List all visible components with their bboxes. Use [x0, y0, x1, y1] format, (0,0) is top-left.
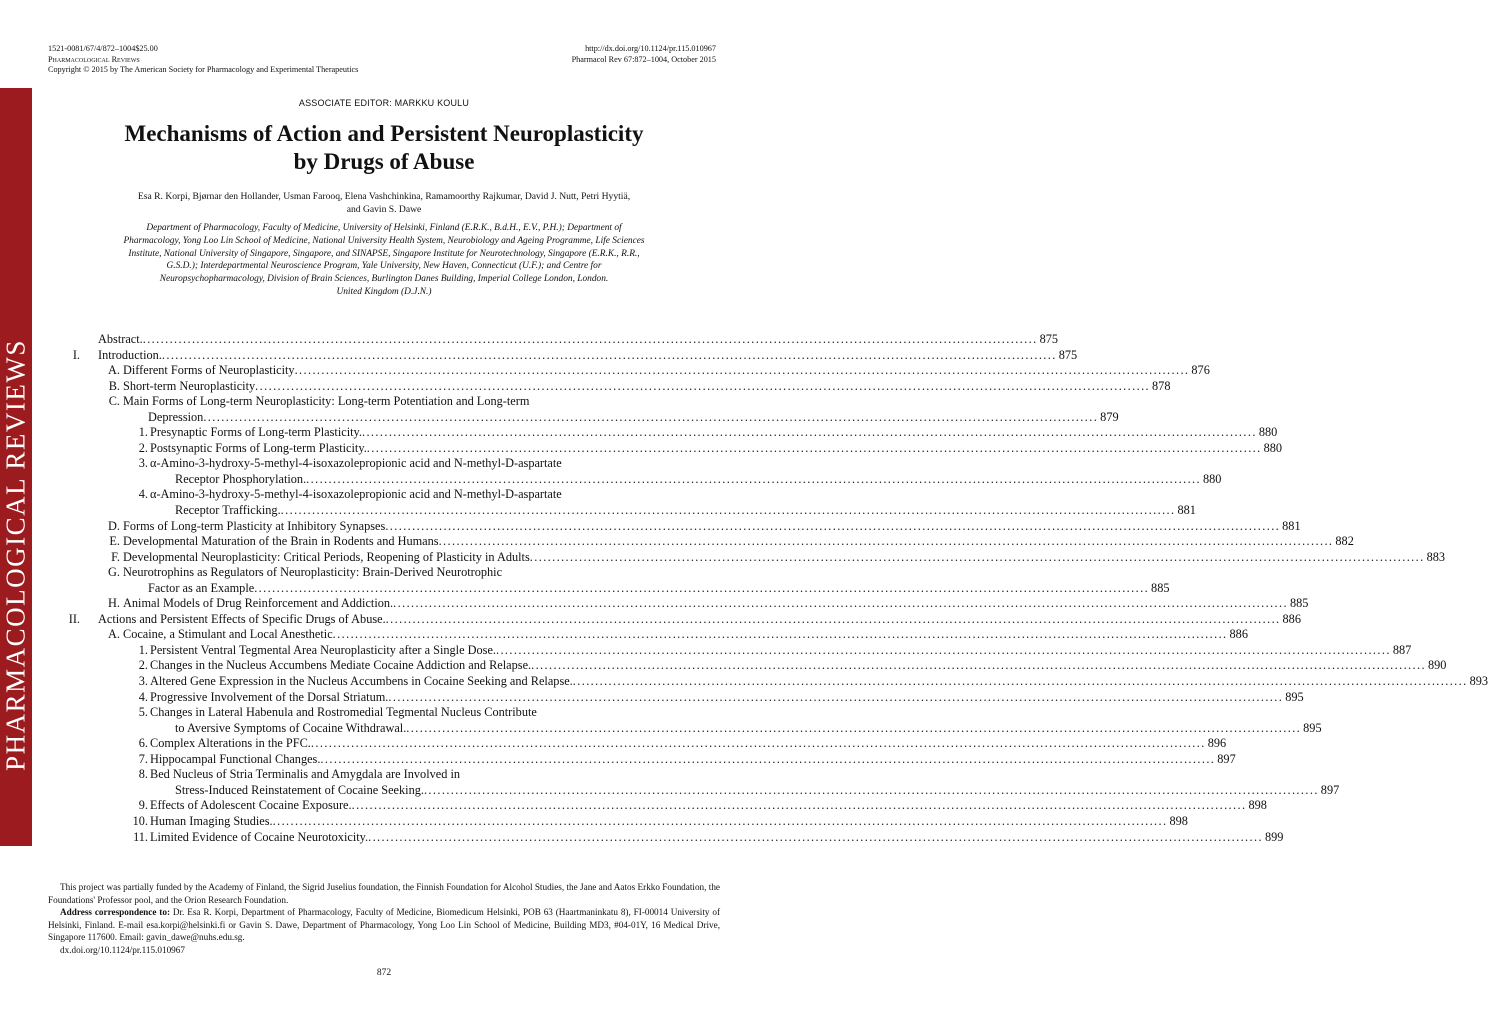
toc-leader-dots: ........................................................................................................................................................................................................: [142, 332, 1038, 346]
toc-entry-text: Limited Evidence of Cocaine Neurotoxicity.: [150, 829, 369, 844]
toc-entry-text: Cocaine, a Stimulant and Local Anesthetic: [123, 627, 333, 642]
toc-leader-dots: ........................................................................................................................................................................................................: [320, 751, 1216, 766]
toc-entry-title: [123, 518, 1301, 535]
toc-entry[interactable]: [80, 658, 1447, 674]
toc-entry-text: Stress-Induced Reinstatement of Cocaine Seeking.: [175, 782, 424, 797]
affiliation-line: Pharmacology, Yong Loo Lin School of Medicine, National University Health System, Neurobiology and Ageing Programme, Life Sciences: [123, 235, 645, 246]
toc-entry-number: E.: [109, 534, 120, 549]
toc-leader-dots: ........................................................................................................................................................................................................: [255, 378, 1151, 393]
toc-entry-title: [98, 611, 1301, 628]
toc-entry-title: [175, 471, 1222, 488]
toc-leader-dots: ........................................................................................................................................................................................................: [161, 347, 1057, 362]
toc-entry-text: Neurotrophins as Regulators of Neuroplasticity: Brain-Derived Neurotrophic: [123, 565, 503, 580]
toc-entry-page: 879: [1100, 409, 1119, 424]
toc-entry[interactable]: [80, 767, 692, 783]
toc-entry[interactable]: [80, 674, 1488, 690]
toc-entry-text: Changes in Lateral Habenula and Rostromedial Tegmental Nucleus Contribute: [150, 705, 537, 720]
toc-entry[interactable]: [80, 798, 1267, 814]
toc-leader-dots: ........................................................................................................................................................................................................: [531, 658, 1426, 673]
toc-entry-text: Human Imaging Studies.: [150, 813, 273, 828]
toc-entry-page: 895: [1303, 720, 1322, 735]
toc-entry-number: 3.: [138, 674, 148, 689]
toc-entry-number: 6.: [138, 736, 148, 751]
toc-entry[interactable]: [80, 518, 1301, 535]
toc-leader-dots: ........................................................................................................................................................................................................: [423, 782, 1319, 797]
toc-entry-text: Short-term Neuroplasticity: [123, 378, 256, 393]
toc-entry-text: to Aversive Symptoms of Cocaine Withdrawal.: [175, 720, 407, 735]
toc-entry-title: [150, 487, 692, 503]
toc-entry-page: 890: [1427, 658, 1447, 673]
toc-entry-number: B.: [108, 378, 120, 393]
affiliation-line: United Kingdom (D.J.N.): [336, 286, 432, 297]
page-number: 872: [376, 968, 392, 978]
toc-entry-text: Postsynaptic Forms of Long-term Plasticity.: [150, 440, 367, 455]
toc-entry-title: [123, 565, 692, 581]
toc-entry-text: Developmental Maturation of the Brain in Rodents and Humans: [123, 534, 439, 549]
journal-side-band: [0, 88, 32, 846]
toc-entry-page: 881: [1282, 518, 1301, 533]
authors-line-1: Esa R. Korpi, Bjørnar den Hollander, Usman Farooq, Elena Vashchinkina, Ramamoorthy Rajkumar, David J. Nutt, Petri Hyytiä,: [137, 191, 631, 202]
toc-entry-number: C.: [108, 394, 120, 409]
correspondence-label: Address correspondence to:: [60, 907, 171, 918]
toc-entry-number: 4.: [138, 487, 148, 502]
toc-entry-text: Bed Nucleus of Stria Terminalis and Amygdala are Involved in: [150, 767, 461, 782]
toc-entry[interactable]: [80, 471, 1222, 488]
toc-entry[interactable]: [80, 736, 1227, 752]
journal-name-line: Pharmacological Reviews: [48, 54, 140, 64]
toc-entry-text: Introduction.: [98, 347, 162, 362]
toc-entry[interactable]: [80, 705, 692, 721]
issn-line: 1521-0081/67/4/872–1004$25.00: [48, 44, 158, 53]
toc-entry-title: [150, 440, 1283, 457]
toc-entry-page: 881: [1177, 503, 1196, 518]
toc-entry-title: [150, 674, 1488, 690]
toc-entry-title: [150, 689, 1304, 706]
toc-entry[interactable]: [80, 440, 1283, 457]
toc-leader-dots: ........................................................................................................................................................................................................: [332, 627, 1228, 642]
toc-entry-title: [150, 829, 1284, 846]
toc-entry[interactable]: [80, 782, 1340, 799]
toc-entry[interactable]: [80, 751, 1236, 768]
toc-entry-title: [175, 503, 1196, 519]
toc-entry-page: 898: [1169, 813, 1188, 828]
toc-entry-page: 875: [1058, 347, 1078, 362]
toc-leader-dots: ........................................................................................................................................................................................................: [393, 596, 1288, 611]
toc-leader-dots: ........................................................................................................................................................................................................: [361, 425, 1257, 440]
toc-entry-page: 893: [1469, 674, 1488, 689]
toc-entry-title: [123, 363, 1210, 379]
toc-entry-text: Complex Alterations in the PFC.: [150, 736, 311, 751]
toc-entry[interactable]: [80, 720, 1322, 737]
table-of-contents: [68, 332, 1488, 845]
toc-entry[interactable]: [80, 813, 1188, 830]
toc-leader-dots: ........................................................................................................................................................................................................: [572, 674, 1468, 689]
toc-entry-page: 878: [1152, 378, 1171, 393]
toc-entry[interactable]: [80, 549, 1446, 566]
citation-line: Pharmacol Rev 67:872–1004, October 2015: [571, 54, 716, 64]
affiliation-line: G.S.D.); Interdepartmental Neuroscience Program, Yale University, New Haven, Connecticut (U.F.); and Centre for: [166, 261, 602, 272]
toc-entry[interactable]: [80, 409, 1119, 426]
toc-leader-dots: ........................................................................................................................................................................................................: [366, 440, 1262, 455]
footnote-doi[interactable]: dx.doi.org/10.1124/pr.115.010967: [60, 944, 185, 955]
toc-entry-title: [123, 627, 1248, 643]
toc-entry-text: Changes in the Nucleus Accumbens Mediate Cocaine Addiction and Relapse.: [150, 658, 532, 673]
toc-entry[interactable]: [80, 394, 692, 410]
authors-line-2: and Gavin S. Dawe: [346, 204, 422, 215]
toc-entry-page: 898: [1248, 798, 1267, 813]
author-list: [60, 190, 708, 216]
toc-entry-text: Main Forms of Long-term Neuroplasticity: Long-term Potentiation and Long-term: [123, 394, 530, 409]
toc-entry-title: [175, 720, 1322, 737]
toc-entry-page: 897: [1217, 751, 1236, 766]
toc-entry-page: 876: [1191, 363, 1210, 378]
toc-entry-number: H.: [108, 596, 120, 611]
toc-entry-number: 9.: [138, 798, 148, 813]
copyright-line: Copyright © 2015 by The American Society for Pharmacology and Experimental Therapeutics: [48, 65, 359, 75]
toc-entry-text: Hippocampal Functional Changes.: [150, 751, 321, 766]
toc-entry-number: 5.: [138, 705, 148, 720]
toc-leader-dots: ........................................................................................................................................................................................................: [385, 611, 1281, 626]
toc-entry-text: Factor as an Example: [148, 580, 255, 595]
toc-entry-page: 885: [1151, 580, 1170, 595]
toc-entry-title: [150, 813, 1188, 830]
toc-entry[interactable]: [80, 425, 1278, 441]
paper-title: [48, 120, 720, 176]
toc-entry-text: Progressive Involvement of the Dorsal Striatum.: [150, 689, 389, 704]
toc-leader-dots: ........................................................................................................................................................................................................: [438, 534, 1334, 549]
title-line-1: Mechanisms of Action and Persistent Neuroplasticity: [124, 121, 644, 146]
toc-entry-page: 883: [1426, 549, 1446, 564]
toc-leader-dots: ........................................................................................................................................................................................................: [351, 798, 1247, 813]
toc-leader-dots: ........................................................................................................................................................................................................: [280, 503, 1176, 518]
toc-entry[interactable]: [80, 596, 1309, 612]
toc-entry-text: Presynaptic Forms of Long-term Plasticity.: [150, 425, 362, 440]
toc-entry[interactable]: [80, 332, 1059, 348]
toc-entry-page: 899: [1264, 829, 1284, 844]
toc-entry-number: D.: [108, 518, 120, 533]
toc-entry-page: 886: [1229, 627, 1248, 642]
toc-entry-page: 895: [1285, 689, 1304, 704]
toc-entry-number: 1.: [138, 425, 148, 440]
toc-leader-dots: ........................................................................................................................................................................................................: [388, 689, 1284, 704]
toc-entry-number: 11.: [133, 829, 148, 844]
toc-entry[interactable]: [80, 627, 1248, 643]
toc-entry-page: 896: [1207, 736, 1227, 751]
toc-entry-text: Depression: [148, 409, 204, 424]
toc-leader-dots: ........................................................................................................................................................................................................: [254, 580, 1150, 595]
toc-entry[interactable]: [80, 456, 692, 472]
toc-entry-title: [98, 347, 1078, 364]
journal-band-text: PHARMACOLOGICAL REVIEWS: [0, 339, 31, 771]
header-right: [572, 44, 716, 65]
toc-entry-page: 885: [1289, 596, 1309, 611]
toc-entry-text: α-Amino-3-hydroxy-5-methyl-4-isoxazolepropionic acid and N-methyl-D-aspartate: [150, 487, 562, 502]
toc-entry[interactable]: [80, 363, 1210, 379]
funding-note: This project was partially funded by the Academy of Finland, the Sigrid Juselius foundation, the Finnish Foundation for Alcohol Studies, the Jane and Aatos Erkko Foundation, the Foundations' Professor pool, and the Orion Research Foundation.: [48, 882, 720, 905]
toc-entry-text: Receptor Phosphorylation.: [175, 471, 307, 486]
toc-entry-text: Animal Models of Drug Reinforcement and Addiction.: [123, 596, 394, 611]
toc-entry[interactable]: [80, 580, 1170, 597]
toc-entry-title: [123, 394, 692, 410]
toc-entry[interactable]: [80, 534, 1354, 550]
toc-entry-number: A.: [108, 627, 120, 642]
toc-entry[interactable]: [80, 503, 1196, 519]
toc-entry-page: 882: [1335, 534, 1354, 549]
toc-entry-title: [98, 332, 1059, 348]
toc-entry-number: 8.: [138, 767, 148, 782]
toc-leader-dots: ........................................................................................................................................................................................................: [306, 471, 1201, 486]
toc-entry-page: 897: [1320, 782, 1340, 797]
correspondence-text: Dr. Esa R. Korpi, Department of Pharmacology, Faculty of Medicine, Biomedicum Helsinki, POB 63 (Haartmaninkatu 8), FI-00014 University of Helsinki, Finland. E-mail esa.korpi@helsinki.fi or Gavin S. Dawe, Department of Pharmacology, Yong Loo Lin School of Medicine, Building MD3, #04-01Y, 16 Medical Drive, Singapore 117600. Email: gavin_dawe@nuhs.edu.sg.: [48, 907, 720, 943]
toc-entry[interactable]: [68, 611, 1301, 628]
toc-entry-number: 2.: [138, 658, 148, 673]
doi-link[interactable]: http://dx.doi.org/10.1124/pr.115.010967: [585, 44, 716, 53]
toc-entry-text: Persistent Ventral Tegmental Area Neuroplasticity after a Single Dose.: [150, 642, 496, 657]
toc-entry-title: [148, 580, 1170, 597]
toc-entry-text: Effects of Adolescent Cocaine Exposure.: [150, 798, 352, 813]
toc-entry-text: Altered Gene Expression in the Nucleus Accumbens in Cocaine Seeking and Relapse.: [150, 674, 573, 689]
header-left: [48, 44, 358, 76]
toc-entry-title: [123, 534, 1354, 550]
toc-leader-dots: ........................................................................................................................................................................................................: [294, 363, 1190, 378]
toc-entry-title: [150, 767, 692, 783]
toc-entry-title: [150, 425, 1278, 441]
toc-entry[interactable]: [80, 487, 692, 503]
toc-leader-dots: ........................................................................................................................................................................................................: [272, 813, 1168, 828]
toc-entry-page: 880: [1203, 471, 1222, 486]
toc-entry-title: [175, 782, 1340, 799]
affiliations: [48, 222, 720, 299]
toc-entry-number: 1.: [138, 642, 148, 657]
toc-entry[interactable]: [72, 347, 1078, 364]
correspondence-note: [48, 906, 720, 944]
toc-entry-title: [148, 409, 1119, 426]
toc-entry[interactable]: [80, 689, 1304, 706]
toc-leader-dots: ........................................................................................................................................................................................................: [406, 720, 1302, 735]
toc-entry-title: [150, 658, 1447, 674]
toc-entry-number: 7.: [138, 751, 148, 766]
toc-leader-dots: ........................................................................................................................................................................................................: [310, 736, 1206, 751]
toc-entry-page: 880: [1263, 440, 1283, 455]
toc-entry-text: α-Amino-3-hydroxy-5-methyl-4-isoxazolepropionic acid and N-methyl-D-aspartate: [150, 456, 562, 471]
toc-entry-text: Actions and Persistent Effects of Specific Drugs of Abuse.: [98, 611, 386, 626]
toc-entry[interactable]: [80, 565, 692, 581]
toc-entry-title: [150, 642, 1412, 659]
toc-entry-number: II.: [68, 611, 80, 626]
toc-entry-title: [150, 736, 1227, 752]
toc-entry-title: [123, 596, 1309, 612]
toc-leader-dots: ........................................................................................................................................................................................................: [529, 549, 1425, 564]
toc-entry-page: 875: [1039, 332, 1059, 346]
toc-entry-text: Forms of Long-term Plasticity at Inhibitory Synapses: [123, 518, 386, 533]
toc-entry-text: Developmental Neuroplasticity: Critical Periods, Reopening of Plasticity in Adults: [123, 549, 530, 564]
affiliation-line: Neuropsychopharmacology, Division of Brain Sciences, Burlington Danes Building, Imperial College London, London.: [159, 274, 609, 285]
title-line-2: by Drugs of Abuse: [293, 149, 475, 174]
toc-entry-text: Receptor Trafficking.: [175, 503, 281, 518]
toc-entry[interactable]: [80, 829, 1284, 846]
toc-entry-title: [150, 751, 1236, 768]
toc-entry-number: 10.: [132, 813, 148, 828]
toc-entry-title: [150, 456, 692, 472]
toc-entry-page: 880: [1258, 425, 1278, 440]
toc-entry-page: 887: [1392, 642, 1412, 657]
toc-entry-number: A.: [108, 363, 120, 378]
toc-entry-title: [150, 798, 1267, 814]
toc-entry[interactable]: [80, 378, 1171, 395]
toc-leader-dots: ........................................................................................................................................................................................................: [495, 642, 1391, 657]
toc-entry-title: [123, 549, 1446, 566]
toc-entry[interactable]: [80, 642, 1412, 659]
toc-entry-text: Abstract.: [98, 332, 143, 346]
toc-entry-number: 3.: [138, 456, 148, 471]
toc-entry-number: F.: [111, 549, 120, 564]
toc-entry-page: 886: [1282, 611, 1301, 626]
toc-leader-dots: ........................................................................................................................................................................................................: [368, 829, 1263, 844]
footnote: [48, 881, 720, 957]
associate-editor: ASSOCIATE EDITOR: MARKKU KOULU: [298, 98, 470, 108]
toc-entry-title: [150, 705, 692, 721]
toc-entry-number: I.: [72, 347, 80, 362]
toc-entry-number: 4.: [138, 689, 148, 704]
toc-entry-title: [123, 378, 1171, 395]
toc-leader-dots: ........................................................................................................................................................................................................: [203, 409, 1099, 424]
toc-entry-number: G.: [108, 565, 120, 580]
toc-leader-dots: ........................................................................................................................................................................................................: [385, 518, 1281, 533]
affiliation-line: Institute, National University of Singapore, Singapore, and SINAPSE, Singapore Institute for Neurotechnology, Singapore (E.R.K., R.R.,: [128, 248, 640, 259]
toc-entry-text: Different Forms of Neuroplasticity: [123, 363, 295, 378]
toc-entry-number: 2.: [138, 440, 148, 455]
affiliation-line: Department of Pharmacology, Faculty of Medicine, University of Helsinki, Finland (E.R.K., B.d.H., E.V., P.H.); Department of: [146, 223, 622, 233]
